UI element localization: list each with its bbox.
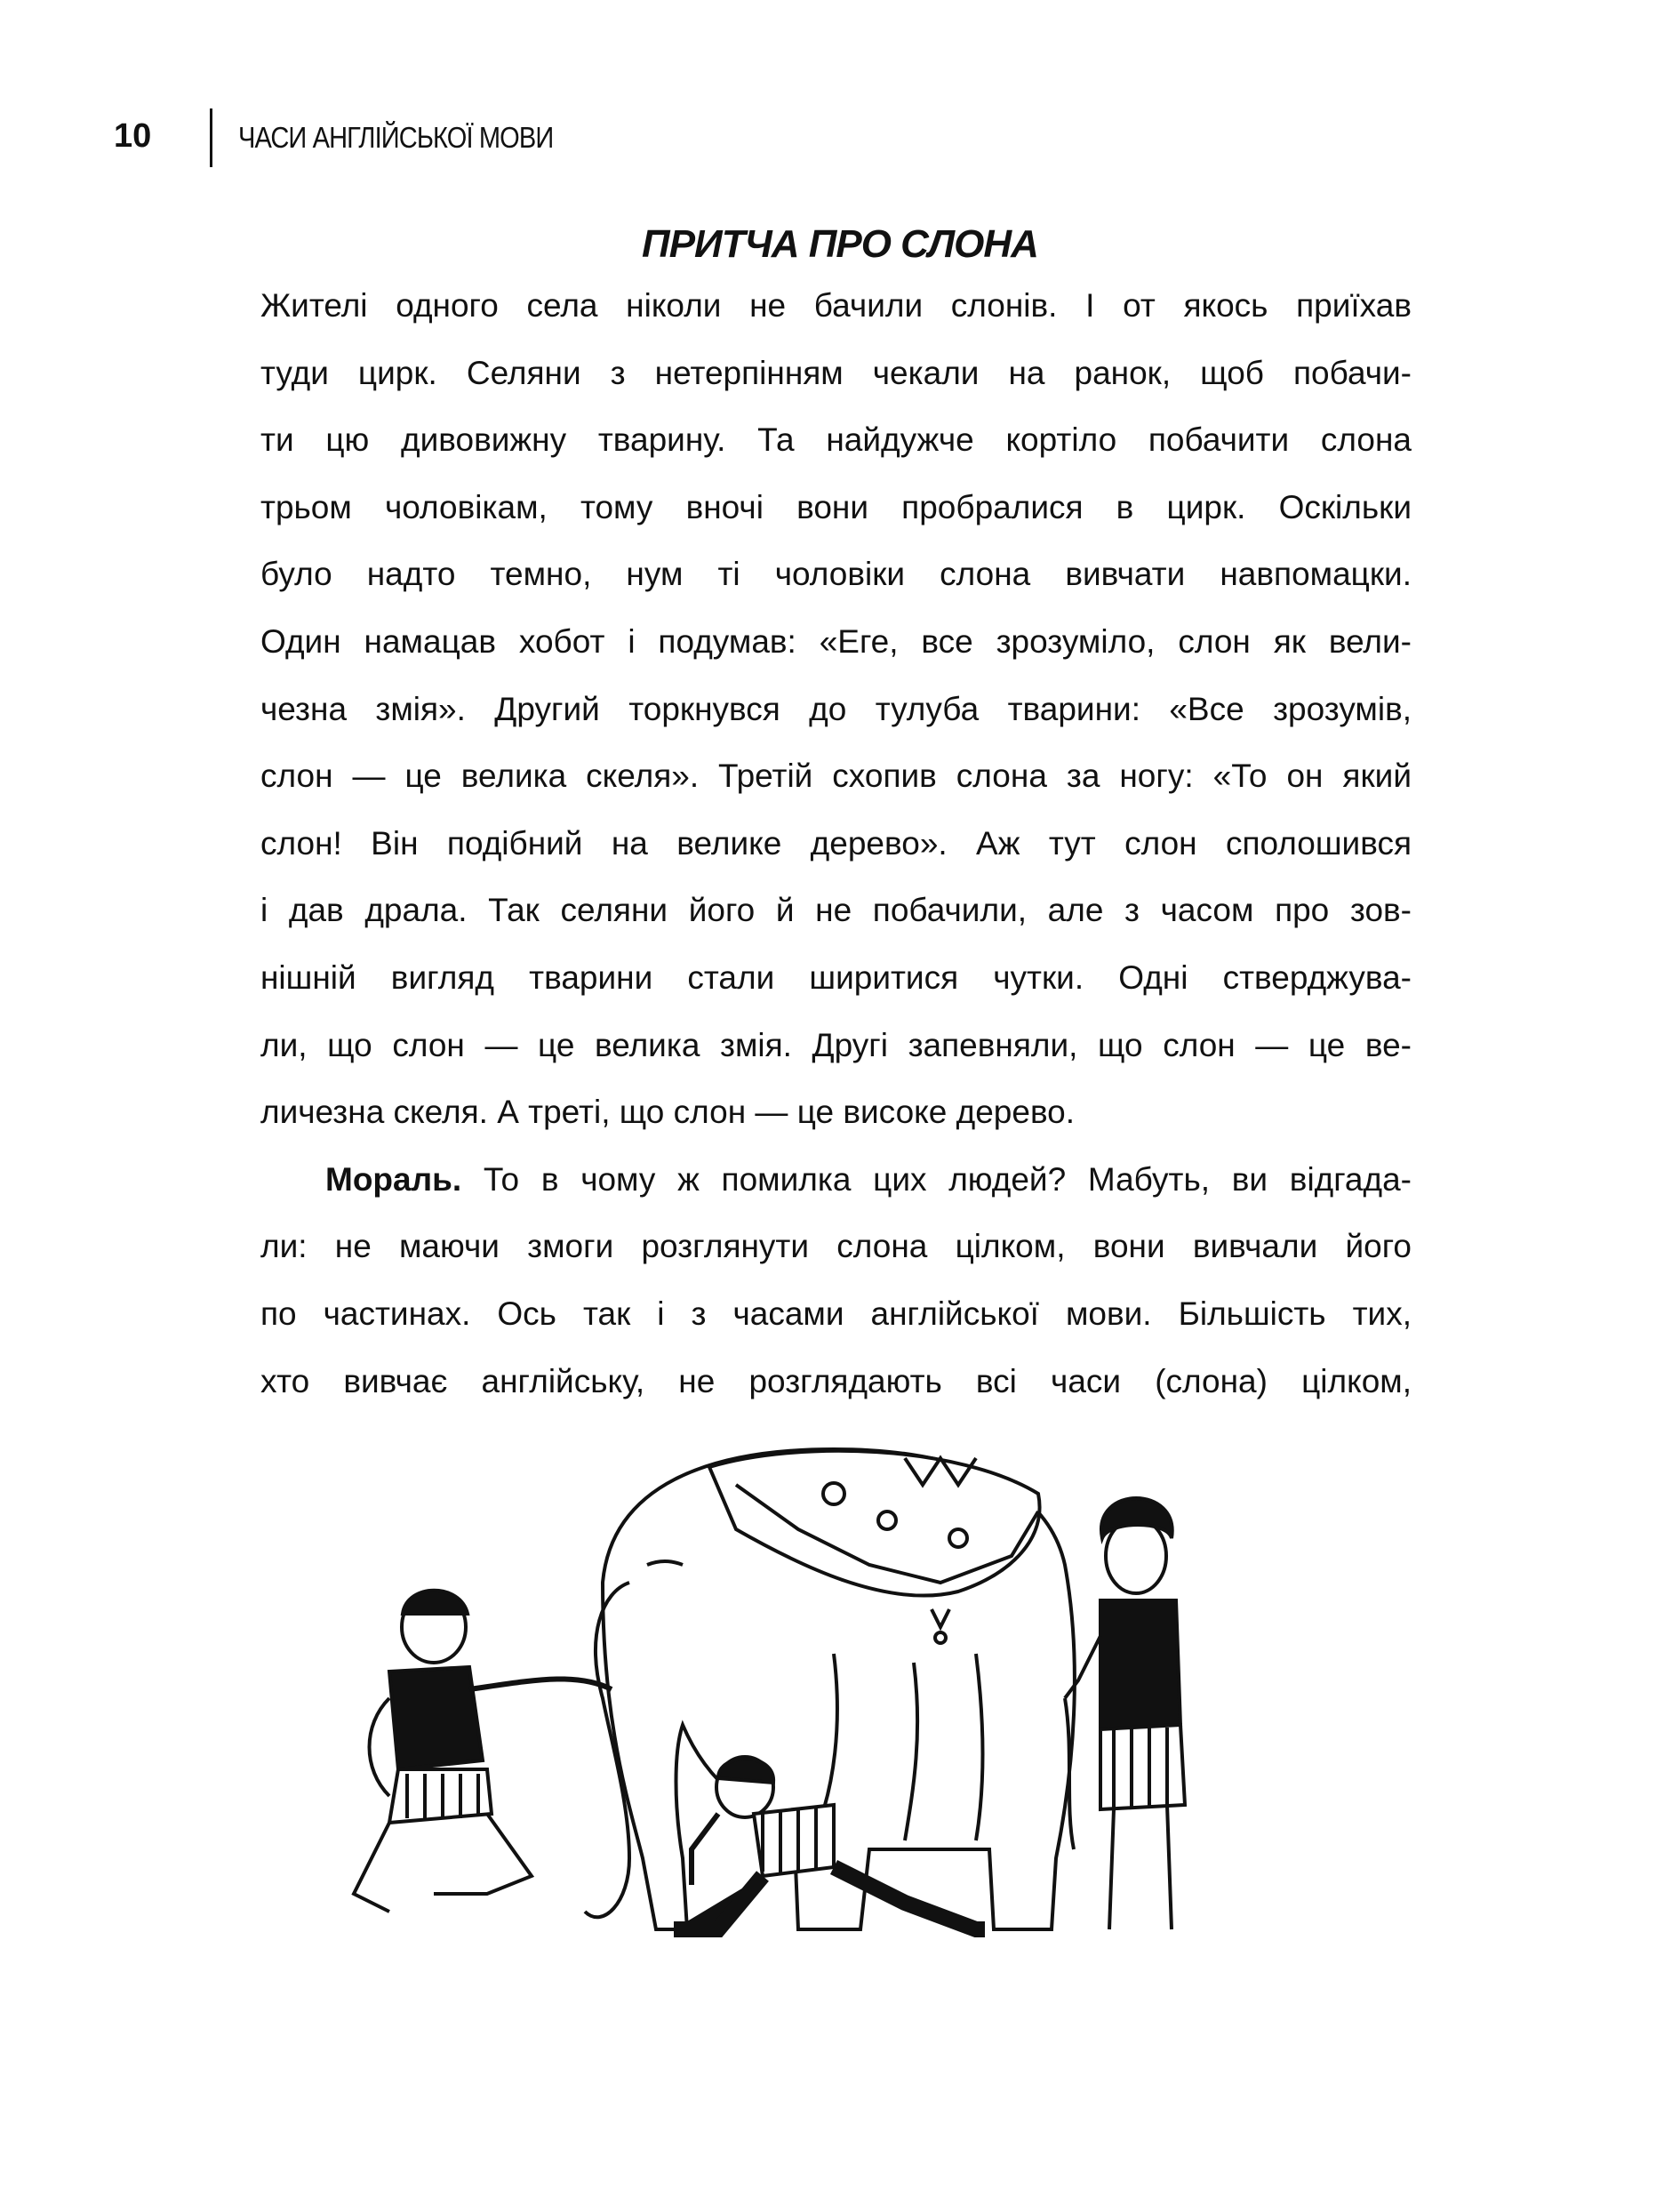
text-line: ти цю дивовижну тварину. Та найдужче кортіло побачити слона <box>260 421 1412 459</box>
text-line: було надто темно, нум ті чоловіки слона вивчати навпомацки. <box>260 556 1412 593</box>
text-line: чезна змія». Другий торкнувся до тулуба тварини: «Все зрозумів, <box>260 690 1412 727</box>
man-standing-right <box>1065 1498 1185 1929</box>
page-number: 10 <box>114 117 152 155</box>
text-line: трьом чоловікам, тому вночі вони пробралися в цирк. Оскільки <box>260 488 1412 525</box>
body-text <box>260 272 1412 1415</box>
chapter-title: ПРИТЧА ПРО СЛОНА <box>642 222 1038 266</box>
man-kneeling-left <box>354 1591 612 1912</box>
text-line: хто вивчає англійську, не розглядають всі часи (слона) цілком, <box>260 1362 1412 1399</box>
text-line: і дав драла. Так селяни його й не побачили, але з часом про зов- <box>260 892 1412 929</box>
text-line: нішній вигляд тварини стали ширитися чутки. Одні стверджува- <box>260 958 1412 996</box>
text-line: личезна скеля. А треті, що слон — це високе дерево. <box>260 1094 1076 1131</box>
moral-text: То в чому ж помилка цих людей? Мабуть, ви відгада- <box>461 1160 1412 1198</box>
text-line: ли, що слон — це велика змія. Другі запевняли, що слон — це ве- <box>260 1026 1412 1063</box>
elephant-illustration <box>336 1431 1327 1965</box>
running-title: ЧАСИ АНГЛІЙСЬКОЇ МОВИ <box>238 121 554 154</box>
text-line: слон — це велика скеля». Третій схопив слона за ногу: «То он який <box>260 758 1412 795</box>
moral-line <box>260 1146 1412 1214</box>
text-line: ли: не маючи змоги розглянути слона цілком, вони вивчали його <box>260 1228 1412 1265</box>
text-line: туди цирк. Селяни з нетерпінням чекали на ранок, щоб побачи- <box>260 354 1412 391</box>
text-line: слон! Він подібний на велике дерево». Аж тут слон сполошився <box>260 824 1412 862</box>
text-line: по частинах. Ось так і з часами англійської мови. Більшість тих, <box>260 1295 1412 1332</box>
text-line: Один намацав хобот і подумав: «Еге, все зрозуміло, слон як вели- <box>260 622 1412 660</box>
text-line: Жителі одного села ніколи не бачили слонів. І от якось приїхав <box>260 287 1412 324</box>
moral-label: Мораль. <box>325 1160 462 1198</box>
header-divider <box>210 108 212 167</box>
